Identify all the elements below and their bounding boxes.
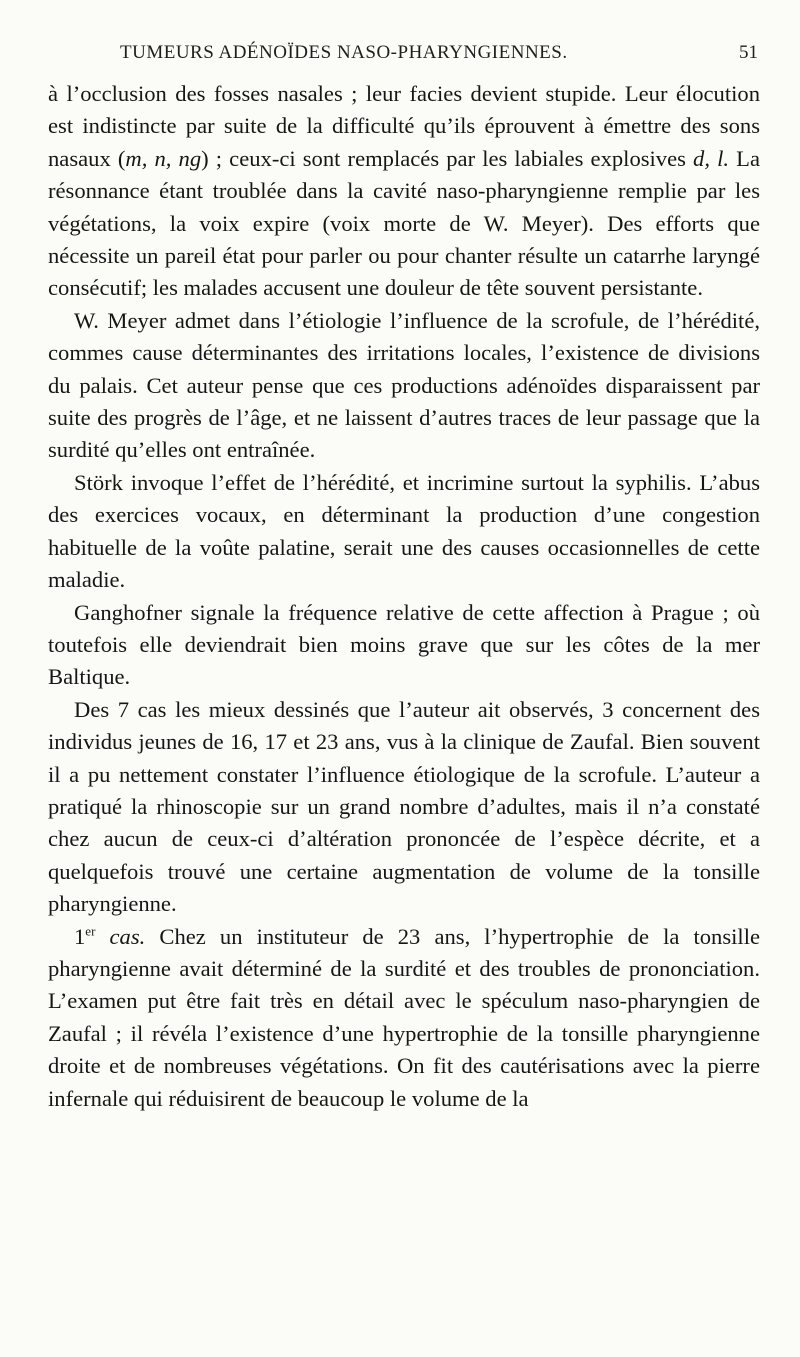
paragraph-case-1 (48, 921, 760, 1115)
running-title: TUMEURS ADÉNOÏDES NASO-PHARYNGIENNES. (120, 42, 568, 63)
page-header (48, 40, 760, 70)
case-number: 1 (74, 923, 86, 949)
paragraph-text: W. Meyer admet dans l’étiologie l’influence de la scrofule, de l’hérédité, commes cause déterminantes des irritations locales, l’existence de divisions du palais. Cet auteur pense que ces productions adénoïdes disparaissent par suite des progrès de l’âge, et ne laissent d’autres traces de leur passage que la surdité qu’elles ont entraînée. (48, 307, 760, 463)
paragraph-meyer (48, 305, 760, 467)
case-ordinal-suffix: er (85, 923, 96, 939)
paragraph-text: La résonnance étant troublée dans la cavité naso-pharyngienne remplie par les végétations, la voix expire (voix morte de W. Meyer). Des efforts que nécessite un pareil état pour parler ou pour chanter résulte un catarrhe laryngé consécutif; les malades accusent une douleur de tête souvent persistante. (48, 145, 760, 301)
page-number: 51 (739, 42, 758, 63)
nasal-sounds-italic: m, n, ng (125, 145, 202, 171)
paragraph-text: Ganghofner signale la fréquence relative de cette affection à Prague ; où toutefois elle deviendrait bien moins grave que sur les côtes de la mer Baltique. (48, 599, 760, 690)
paragraph-text: à l’occlusion des fosses nasales ; leur facies devient stupide. Leur élocution est indistincte par suite de la difficulté qu’ils éprouvent à émettre des sons nasaux ( (48, 81, 760, 171)
paragraph-continuation (48, 78, 760, 305)
paragraph-stork (48, 467, 760, 597)
labial-sounds-italic: d, l. (693, 145, 730, 171)
case-label: cas. (109, 923, 146, 949)
page-body (48, 78, 760, 1115)
paragraph-text: ) ; ceux-ci sont remplacés par les labiales explosives (201, 145, 694, 171)
paragraph-text: Störk invoque l’effet de l’hérédité, et incrimine surtout la syphilis. L’abus des exercices vocaux, en déterminant la production d’une congestion habituelle de la voûte palatine, serait une des causes occasionnelles de cette maladie. (48, 469, 760, 593)
paragraph-text: Des 7 cas les mieux dessinés que l’auteur ait observés, 3 concernent des individus jeunes de 16, 17 et 23 ans, vus à la clinique de Zaufal. Bien souvent il a pu nettement constater l’influence étiologique de la scrofule. L’auteur a pratiqué la rhinoscopie sur un grand nombre d’adultes, mais il n’a constaté chez aucun de ceux-ci d’altération prononcée de l’espèce décrite, et a quelquefois trouvé une certaine augmentation de volume de la tonsille pharyngienne. (48, 696, 760, 917)
paragraph-text: Chez un instituteur de 23 ans, l’hypertrophie de la tonsille pharyngienne avait déterminé de la surdité et des troubles de prononciation. L’examen put être fait très en détail avec le spéculum naso-pharyngien de Zaufal ; il révéla l’existence d’une hypertrophie de la tonsille pharyngienne droite et de nombreuses végétations. On fit des cautérisations avec la pierre infernale qui réduisirent de beaucoup le volume de la (48, 923, 761, 1111)
paragraph-cases (48, 694, 760, 921)
paragraph-ganghofner (48, 597, 760, 694)
